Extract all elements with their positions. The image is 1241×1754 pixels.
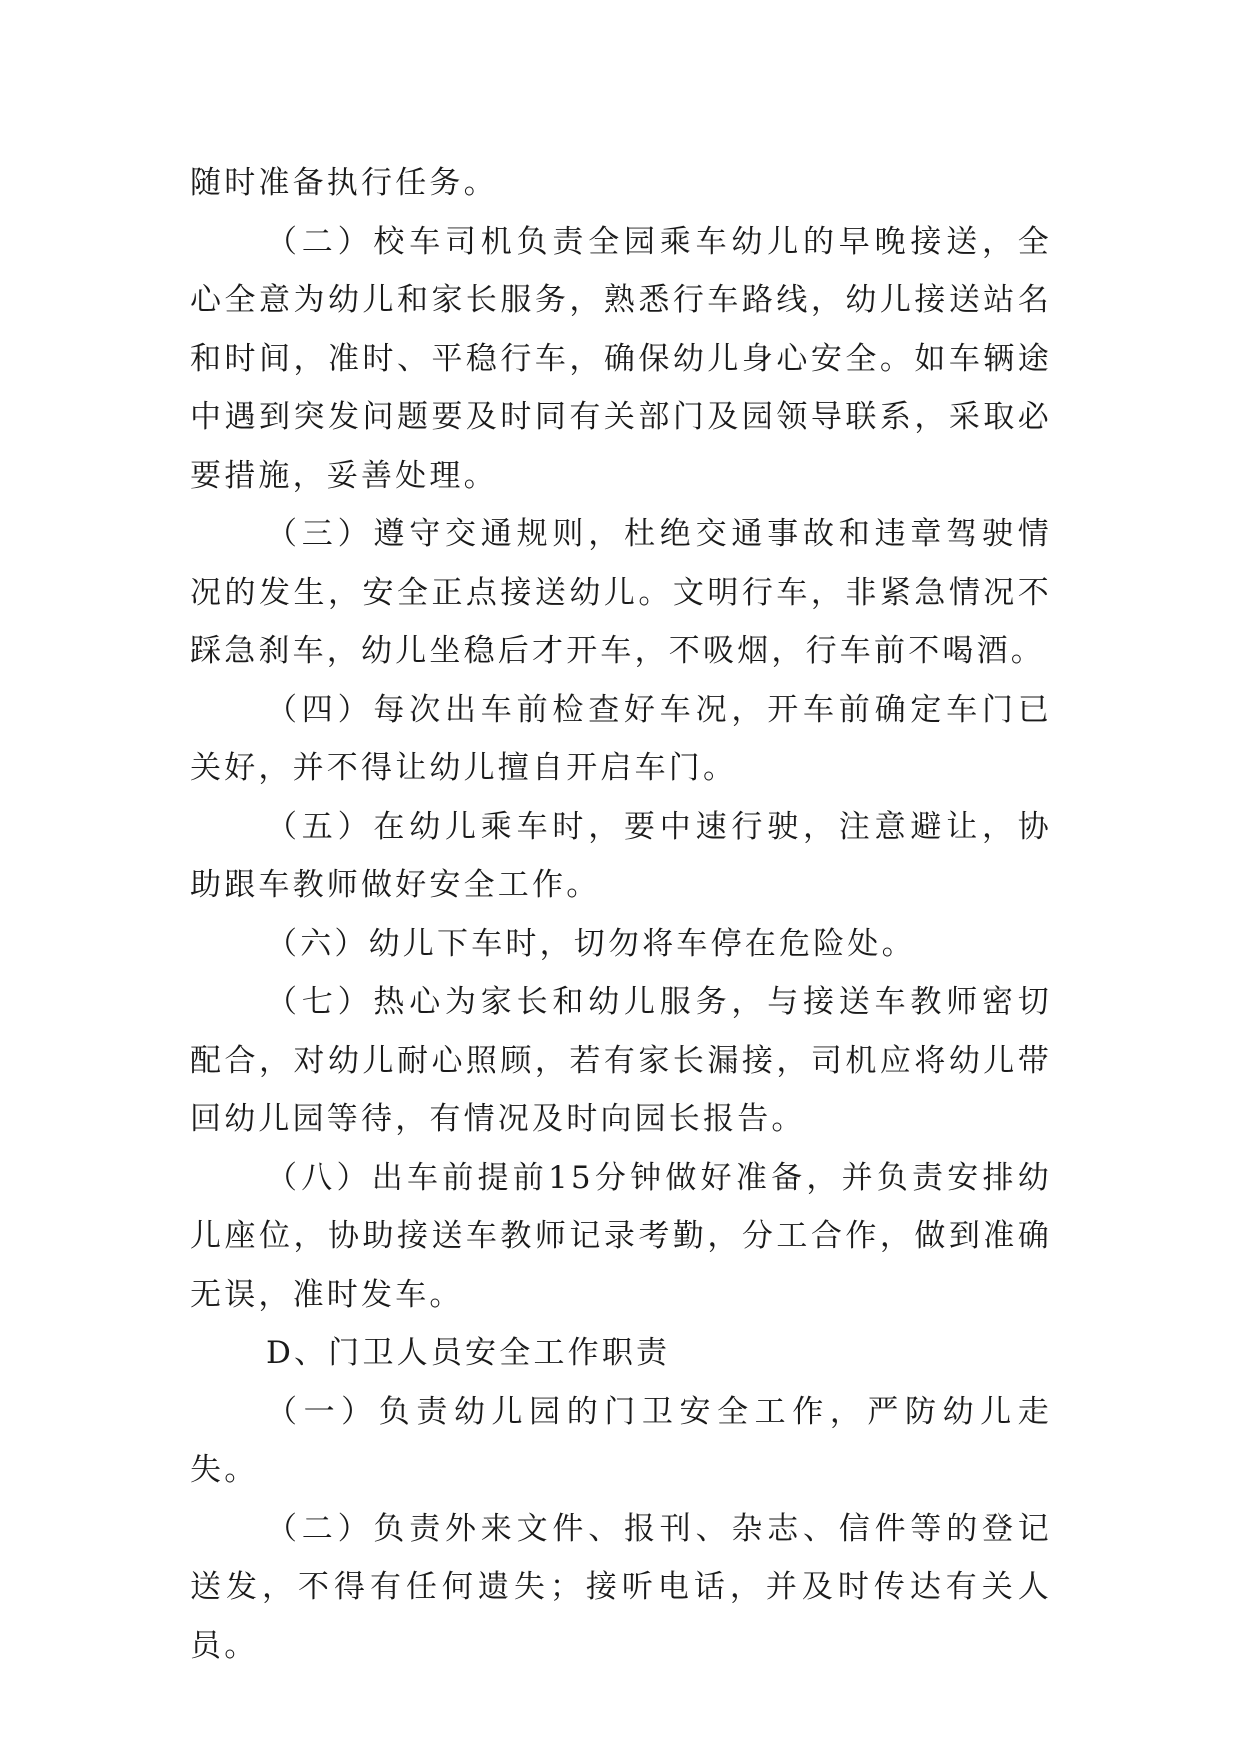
paragraph-guard-duty-2: （二）负责外来文件、报刊、杂志、信件等的登记送发，不得有任何遗失；接听电话，并及时传达有关人员。 xyxy=(190,1510,1052,1664)
paragraph-driver-duty-8: （八）出车前提前15分钟做好准备，并负责安排幼儿座位，协助接送车教师记录考勤，分工合作，做到准确无误，准时发车。 xyxy=(190,1159,1052,1313)
paragraph-continuation: 随时准备执行任务。 xyxy=(190,165,498,201)
paragraph-guard-duty-1: （一）负责幼儿园的门卫安全工作，严防幼儿走失。 xyxy=(190,1393,1052,1488)
document-body xyxy=(190,154,1052,1675)
paragraph-driver-duty-6: （六）幼儿下车时，切勿将车停在危险处。 xyxy=(266,925,916,962)
paragraph-driver-duty-3: （三）遵守交通规则，杜绝交通事故和违章驾驶情况的发生，安全正点接送幼儿。文明行车，非紧急情况不踩急刹车，幼儿坐稳后才开车，不吸烟，行车前不喝酒。 xyxy=(190,516,1052,669)
paragraph-driver-duty-2: （二）校车司机负责全园乘车幼儿的早晚接送，全心全意为幼儿和家长服务，熟悉行车路线，幼儿接送站名和时间，准时、平稳行车，确保幼儿身心安全。如车辆途中遇到突发问题要及时同有关部门及园领导联系，采取必要措施，妥善处理。 xyxy=(190,223,1052,494)
section-heading-guard: D、门卫人员安全工作职责 xyxy=(266,1335,671,1371)
paragraph-driver-duty-5: （五）在幼儿乘车时，要中速行驶，注意避让，协助跟车教师做好安全工作。 xyxy=(190,808,1052,903)
paragraph-driver-duty-7: （七）热心为家长和幼儿服务，与接送车教师密切配合，对幼儿耐心照顾，若有家长漏接，司机应将幼儿带回幼儿园等待，有情况及时向园长报告。 xyxy=(190,984,1052,1137)
paragraph-driver-duty-4: （四）每次出车前检查好车况，开车前确定车门已关好，并不得让幼儿擅自开启车门。 xyxy=(190,691,1052,786)
